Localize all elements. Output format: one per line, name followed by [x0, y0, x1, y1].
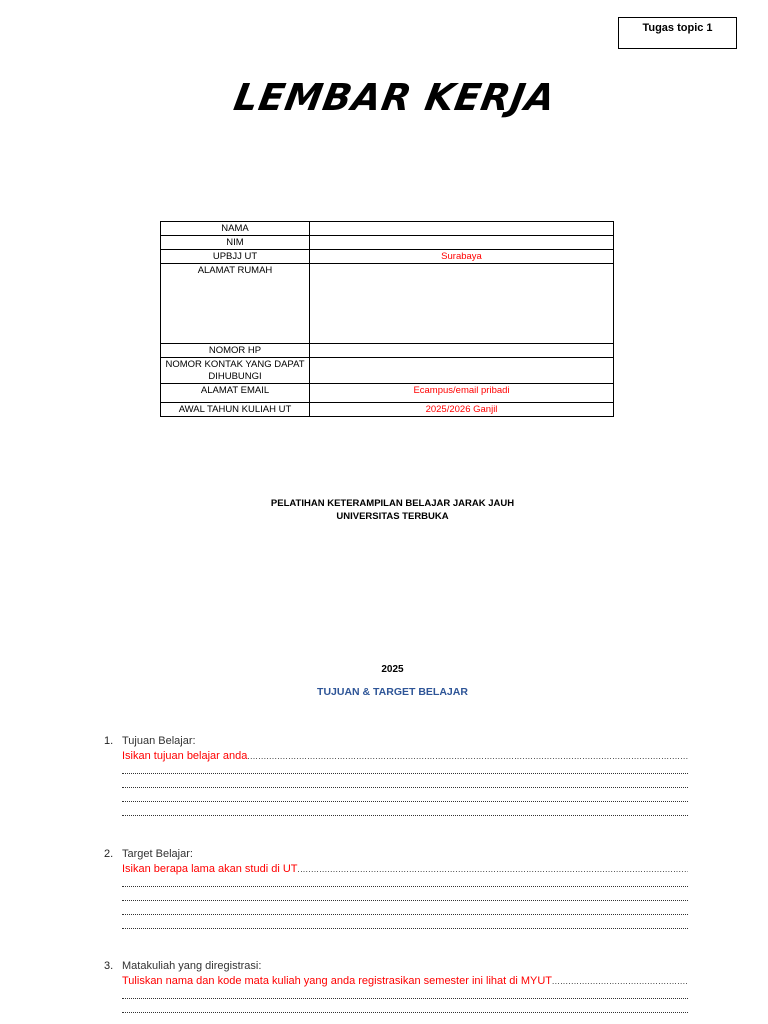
question-number: 2. — [104, 848, 114, 860]
table-row — [161, 403, 614, 417]
table-row — [161, 222, 614, 236]
row-value-kontak[interactable] — [310, 358, 614, 384]
question-hint[interactable] — [122, 863, 688, 875]
table-row — [161, 344, 614, 358]
answer-line[interactable] — [122, 1012, 688, 1013]
topic-label: Tugas topic 1 — [642, 22, 713, 34]
row-label-kontak: NOMOR KONTAK YANG DAPAT DIHUBUNGI — [161, 358, 310, 384]
answer-line[interactable] — [122, 815, 688, 816]
question-label: Matakuliah yang diregistrasi: — [122, 960, 262, 972]
question-label: Tujuan Belajar: — [122, 735, 196, 747]
question-hint[interactable] — [122, 750, 688, 762]
row-value-hp[interactable] — [310, 344, 614, 358]
topic-label-box — [618, 17, 737, 49]
section-title: TUJUAN & TARGET BELAJAR — [317, 686, 468, 698]
institution-line-1: PELATIHAN KETERAMPILAN BELAJAR JARAK JAUH — [270, 498, 515, 509]
row-value-nim[interactable] — [310, 236, 614, 250]
row-label-awal-tahun: AWAL TAHUN KULIAH UT — [161, 403, 310, 417]
answer-line[interactable] — [122, 801, 688, 802]
question-hint-text: Isikan tujuan belajar anda — [122, 750, 248, 762]
table-row — [161, 384, 614, 403]
question-label: Target Belajar: — [122, 848, 193, 860]
institution-line-2: UNIVERSITAS TERBUKA — [336, 511, 449, 522]
row-value-email[interactable]: Ecampus/email pribadi — [310, 384, 614, 403]
table-row — [161, 358, 614, 384]
question-hint-text: Tuliskan nama dan kode mata kuliah yang anda registrasikan semester ini lihat di MYUT — [122, 975, 553, 987]
question-number: 3. — [104, 960, 114, 972]
student-info-table — [160, 221, 614, 417]
answer-line[interactable] — [122, 900, 688, 901]
row-label-email: ALAMAT EMAIL — [161, 384, 310, 403]
institution-heading — [0, 497, 768, 523]
question-hint[interactable] — [122, 975, 688, 987]
row-label-hp: NOMOR HP — [161, 344, 310, 358]
table-row — [161, 250, 614, 264]
row-label-nim: NIM — [161, 236, 310, 250]
answer-line[interactable] — [122, 773, 688, 774]
row-value-upbjj[interactable]: Surabaya — [310, 250, 614, 264]
question-number: 1. — [104, 735, 114, 747]
row-label-alamat: ALAMAT RUMAH — [161, 264, 310, 344]
row-label-nama: NAMA — [161, 222, 310, 236]
answer-line[interactable] — [122, 998, 688, 999]
table-row — [161, 236, 614, 250]
answer-line[interactable] — [122, 787, 688, 788]
page-title: LEMBAR KERJA — [230, 76, 560, 119]
row-value-awal-tahun[interactable]: 2025/2026 Ganjil — [310, 403, 614, 417]
row-value-alamat[interactable] — [310, 264, 614, 344]
question-hint-text: Isikan berapa lama akan studi di UT — [122, 863, 298, 875]
year-label: 2025 — [381, 664, 404, 675]
answer-line[interactable] — [122, 886, 688, 887]
row-label-upbjj: UPBJJ UT — [161, 250, 310, 264]
table-row — [161, 264, 614, 344]
answer-line[interactable] — [122, 928, 688, 929]
answer-line[interactable] — [122, 914, 688, 915]
row-value-nama[interactable] — [310, 222, 614, 236]
